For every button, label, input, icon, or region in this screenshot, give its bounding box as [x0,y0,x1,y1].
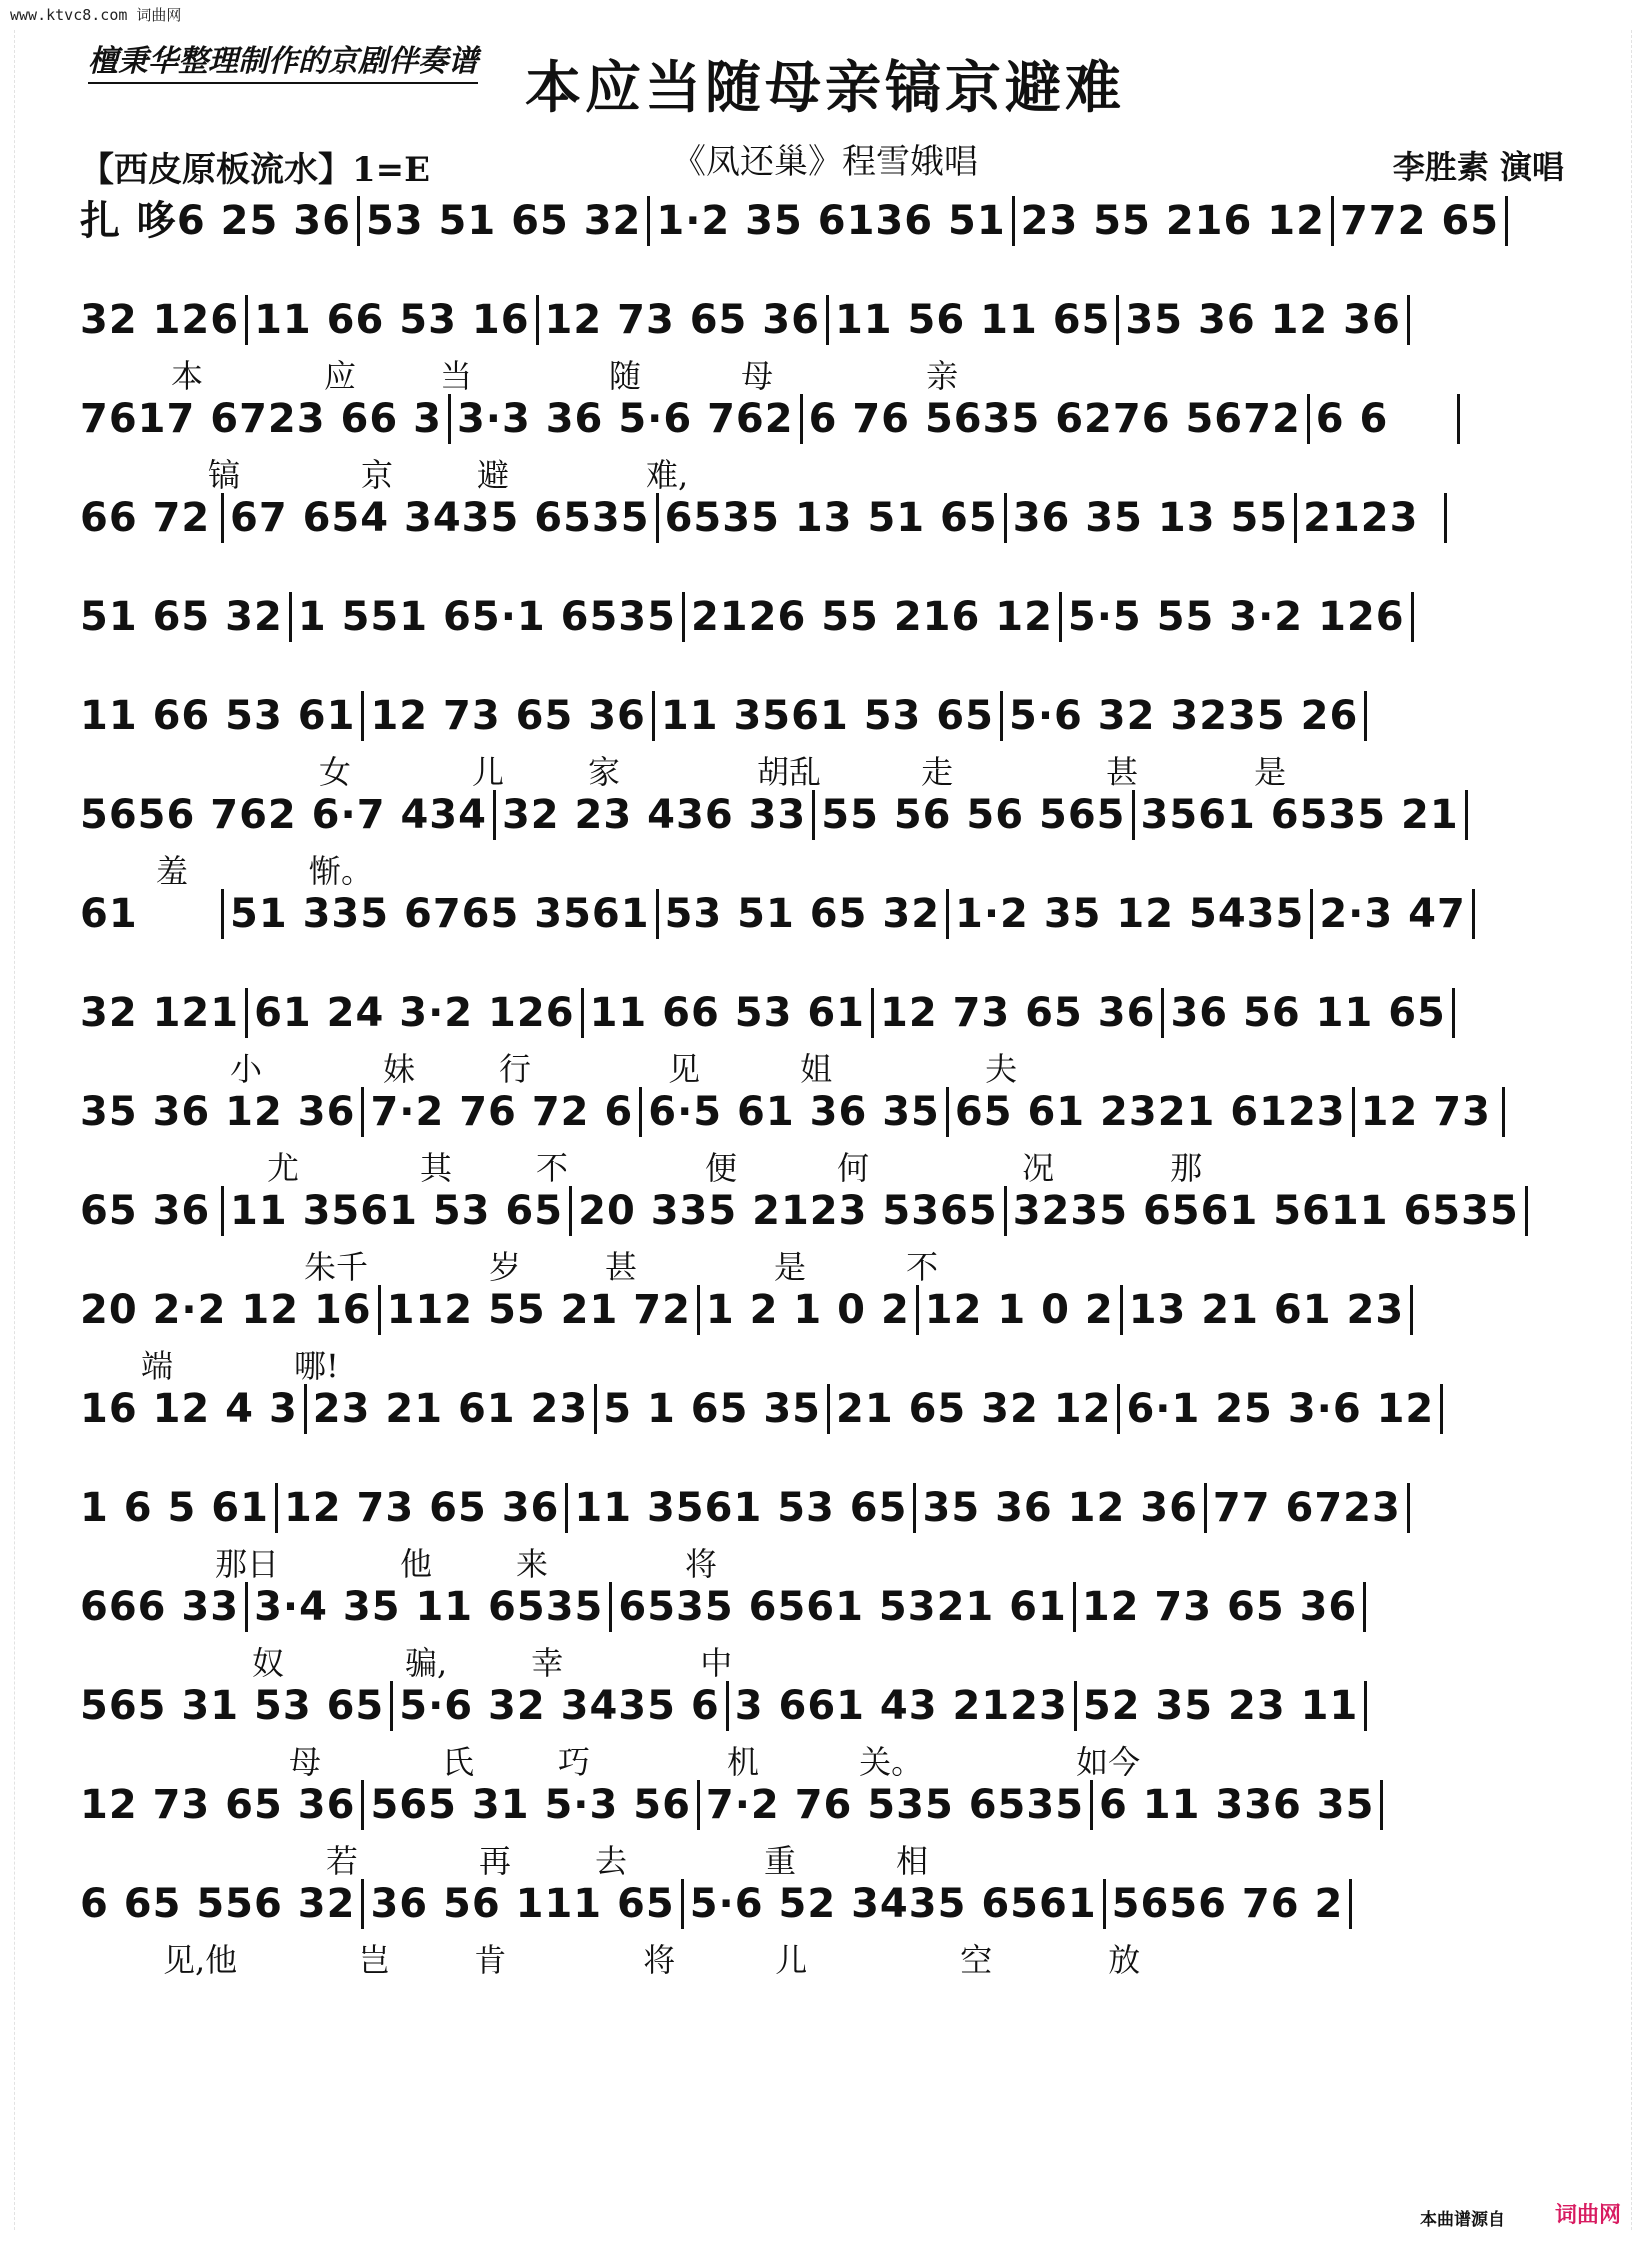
score-system [74,1087,1574,1186]
performer-credit: 李胜素 演唱 [1392,148,1564,186]
lyric-word: 便 [705,1149,738,1187]
page-title: 本应当随母亲镐京避难 [525,55,1125,121]
lyric-word: 家 [588,753,621,791]
lyric-word: 女 [319,753,352,791]
measure: 20 335 2123 5365 [572,1186,1007,1236]
lyric-word: 母 [289,1743,322,1781]
lyric-word: 如今 [1076,1743,1141,1781]
measure: 36 56 11 65 [1164,988,1454,1038]
lyric-word: 幸 [531,1644,564,1682]
lyric-line [74,1737,1574,1781]
measure: 51 335 6765 3561 [224,889,659,939]
lyric-line [74,846,1574,890]
measure: 11 66 53 61 [584,988,874,1038]
notation-line [74,889,1574,941]
site-logo[interactable]: 词曲网 [1555,2203,1622,2228]
measure: 565 31 53 65 [74,1681,393,1731]
lyric-line [74,450,1574,494]
lyric-word: 岁 [489,1248,522,1286]
score-system [74,1384,1574,1483]
lyric-word: 奴 [252,1644,285,1682]
score-system [74,1681,1574,1780]
measure: 1·2 35 6136 51 [650,196,1014,246]
measure: 12 73 65 36 [278,1483,568,1533]
notation-line [74,1879,1574,1931]
notation-line [74,196,1574,248]
lyric-word: 亲 [926,357,959,395]
measure: 36 35 13 55 [1007,493,1297,543]
score-system [74,196,1574,295]
lyric-word: 胡乱 [757,753,822,791]
notation-line [74,1582,1574,1634]
lyric-word: 见,他 [163,1941,238,1979]
lyric-word: 相 [896,1842,929,1880]
measure: 12 73 65 36 [874,988,1164,1038]
notation-line [74,988,1574,1040]
notation-line [74,1483,1574,1535]
score-system [74,1780,1574,1879]
score-system [74,889,1574,988]
measure: 51 65 32 [74,592,292,642]
measure: 36 56 111 65 [364,1879,683,1929]
lyric-word: 随 [609,357,642,395]
measure: 12 73 65 36 [1076,1582,1366,1632]
left-watermark-strip [4,30,15,2230]
measure: 12 1 0 2 [919,1285,1123,1335]
measure: 5·5 55 3·2 126 [1062,592,1414,642]
measure: 7·2 76 72 6 [364,1087,642,1137]
lyric-word: 关。 [859,1743,924,1781]
measure: 61 [74,889,224,939]
measure: 565 31 5·3 56 [364,1780,699,1830]
measure: 32 121 [74,988,248,1038]
measure: 12 73 65 36 [364,691,654,741]
lyric-word: 应 [324,357,357,395]
measure: 6535 6561 5321 61 [612,1582,1075,1632]
lyric-word: 惭。 [309,852,374,890]
jianpu-score [74,196,1574,1978]
lyric-word: 本 [171,357,204,395]
lyric-line [74,945,1574,983]
lyric-word: 尤 [267,1149,300,1187]
measure: 3561 6535 21 [1135,790,1468,840]
score-system [74,1879,1574,1978]
measure: 2·3 47 [1313,889,1474,939]
lyric-word: 哪! [294,1347,339,1385]
lyric-word: 再 [479,1842,512,1880]
lyric-word: 况 [1022,1149,1055,1187]
measure: 3 661 43 2123 [729,1681,1077,1731]
lyric-word: 小 [230,1050,263,1088]
measure: 772 65 [1334,196,1508,246]
measure: 21 65 32 12 [830,1384,1120,1434]
lyric-word: 难, [646,456,689,494]
measure: 55 56 56 565 [815,790,1134,840]
lyric-word: 将 [643,1941,676,1979]
lyric-word: 不 [536,1149,569,1187]
lyric-line [74,1539,1574,1583]
lyric-word: 妹 [383,1050,416,1088]
notation-line [74,691,1574,743]
notation-line [74,1285,1574,1337]
lyric-word: 羞 [156,852,189,890]
lyric-word: 氏 [442,1743,475,1781]
measure: 2126 55 216 12 [685,592,1062,642]
measure: 52 35 23 11 [1077,1681,1367,1731]
lyric-word: 去 [595,1842,628,1880]
lyric-word: 当 [440,357,473,395]
lyric-line [74,1044,1574,1088]
measure: 1 551 65·1 6535 [292,592,685,642]
lyric-word: 朱千 [304,1248,369,1286]
lyric-word: 京 [361,456,394,494]
notation-line [74,790,1574,842]
score-system [74,295,1574,394]
measure: 12 73 65 36 [539,295,829,345]
notation-line [74,1384,1574,1436]
measure: 6 6 [1310,394,1460,444]
measure: 11 3561 53 65 [655,691,1003,741]
lyric-word: 镐 [208,456,241,494]
lyric-word: 甚 [605,1248,638,1286]
measure: 11 3561 53 65 [568,1483,916,1533]
lyric-word: 见 [668,1050,701,1088]
lyric-word: 避 [477,456,510,494]
mode-key: 【西皮原板流水】1=E [80,150,431,190]
measure: 53 51 65 32 [659,889,949,939]
lyric-line [74,351,1574,395]
measure: 23 21 61 23 [307,1384,597,1434]
measure: 35 36 12 36 [1119,295,1409,345]
lyric-line [74,1242,1574,1286]
measure: 32 23 436 33 [496,790,815,840]
lyric-line [74,1935,1574,1979]
measure: 3235 6561 5611 6535 [1007,1186,1528,1236]
measure: 6 11 336 35 [1093,1780,1383,1830]
measure: 1·2 35 12 5435 [949,889,1313,939]
notation-line [74,1681,1574,1733]
lyric-word: 儿 [472,753,505,791]
measure: 5656 76 2 [1106,1879,1353,1929]
lyric-line [74,648,1574,686]
measure: 1 6 5 61 [74,1483,278,1533]
lyric-word: 母 [741,357,774,395]
notation-line [74,1186,1574,1238]
measure: 7617 6723 66 3 [74,394,451,444]
measure: 3·4 35 11 6535 [248,1582,612,1632]
measure: 77 6723 [1207,1483,1410,1533]
score-system [74,592,1574,691]
lyric-word: 巧 [558,1743,591,1781]
lyric-word: 是 [774,1248,807,1286]
measure: 65 36 [74,1186,224,1236]
lyric-word: 放 [1108,1941,1141,1979]
notation-line [74,295,1574,347]
measure: 5·6 52 3435 6561 [684,1879,1106,1929]
lyric-line [74,252,1574,290]
score-system [74,988,1574,1087]
lyric-line [74,1341,1574,1385]
right-watermark-strip [1631,30,1646,2230]
lyric-word: 端 [141,1347,174,1385]
opera-subtitle: 《凤还巢》程雪娥唱 [672,142,978,182]
measure: 67 654 3435 6535 [224,493,659,543]
lyric-word: 姐 [800,1050,833,1088]
measure: 5656 762 6·7 434 [74,790,496,840]
lyric-word: 那日 [215,1545,280,1583]
score-system [74,394,1574,493]
score-system [74,691,1574,790]
lyric-line [74,747,1574,791]
score-system [74,790,1574,889]
lyric-line [74,1638,1574,1682]
measure: 53 51 65 32 [360,196,650,246]
source-label: 本曲谱源自 [1420,2210,1505,2230]
measure: 1 2 1 0 2 [700,1285,919,1335]
lyric-line [74,1440,1574,1478]
lyric-word: 夫 [985,1050,1018,1088]
notation-line [74,592,1574,644]
lyric-word: 其 [420,1149,453,1187]
measure: 扎 哆6 25 36 [74,196,360,246]
measure: 5 1 65 35 [597,1384,830,1434]
lyric-word: 中 [700,1644,733,1682]
measure: 16 12 4 3 [74,1384,307,1434]
lyric-line [74,1836,1574,1880]
measure: 6·5 61 36 35 [642,1087,949,1137]
lyric-word: 何 [837,1149,870,1187]
measure: 32 126 [74,295,248,345]
lyric-word: 是 [1254,753,1287,791]
lyric-word: 肯 [474,1941,507,1979]
measure: 5·6 32 3435 6 [393,1681,728,1731]
lyric-word: 将 [685,1545,718,1583]
score-system [74,1582,1574,1681]
score-system [74,493,1574,592]
measure: 11 66 53 16 [248,295,538,345]
measure: 12 73 [1355,1087,1505,1137]
measure: 5·6 32 3235 26 [1003,691,1367,741]
lyric-word: 骗, [405,1644,448,1682]
lyric-word: 岂 [358,1941,391,1979]
measure: 20 2·2 12 16 [74,1285,381,1335]
measure: 3·3 36 5·6 762 [451,394,803,444]
score-system [74,1483,1574,1582]
score-system [74,1186,1574,1285]
lyric-word: 若 [326,1842,359,1880]
measure: 65 61 2321 6123 [949,1087,1355,1137]
measure: 35 36 12 36 [916,1483,1206,1533]
lyric-word: 不 [906,1248,939,1286]
lyric-word: 甚 [1106,753,1139,791]
score-system [74,1285,1574,1384]
notation-line [74,394,1574,446]
measure: 112 55 21 72 [381,1285,700,1335]
lyric-word: 走 [921,753,954,791]
lyric-word: 那 [1170,1149,1203,1187]
measure: 6535 13 51 65 [659,493,1007,543]
measure: 6·1 25 3·6 12 [1120,1384,1443,1434]
measure: 23 55 216 12 [1015,196,1334,246]
measure: 6 65 556 32 [74,1879,364,1929]
site-url[interactable]: www.ktvc8.com 词曲网 [10,6,182,24]
measure: 7·2 76 535 6535 [700,1780,1093,1830]
measure: 11 3561 53 65 [224,1186,572,1236]
measure: 666 33 [74,1582,248,1632]
measure: 6 76 5635 6276 5672 [803,394,1310,444]
publisher-credit: 檀秉华整理制作的京剧伴奏谱 [88,36,478,84]
notation-line [74,493,1574,545]
lyric-word: 重 [764,1842,797,1880]
lyric-word: 空 [960,1941,993,1979]
notation-line [74,1780,1574,1832]
lyric-word: 来 [516,1545,549,1583]
measure: 61 24 3·2 126 [248,988,583,1038]
lyric-word: 他 [400,1545,433,1583]
measure: 2123 [1297,493,1447,543]
measure: 12 73 65 36 [74,1780,364,1830]
measure: 13 21 61 23 [1123,1285,1413,1335]
lyric-line [74,1143,1574,1187]
lyric-word: 儿 [775,1941,808,1979]
lyric-line [74,549,1574,587]
lyric-word: 机 [727,1743,760,1781]
measure: 66 72 [74,493,224,543]
lyric-word: 行 [499,1050,532,1088]
measure: 35 36 12 36 [74,1087,364,1137]
notation-line [74,1087,1574,1139]
measure: 11 66 53 61 [74,691,364,741]
measure: 11 56 11 65 [829,295,1119,345]
